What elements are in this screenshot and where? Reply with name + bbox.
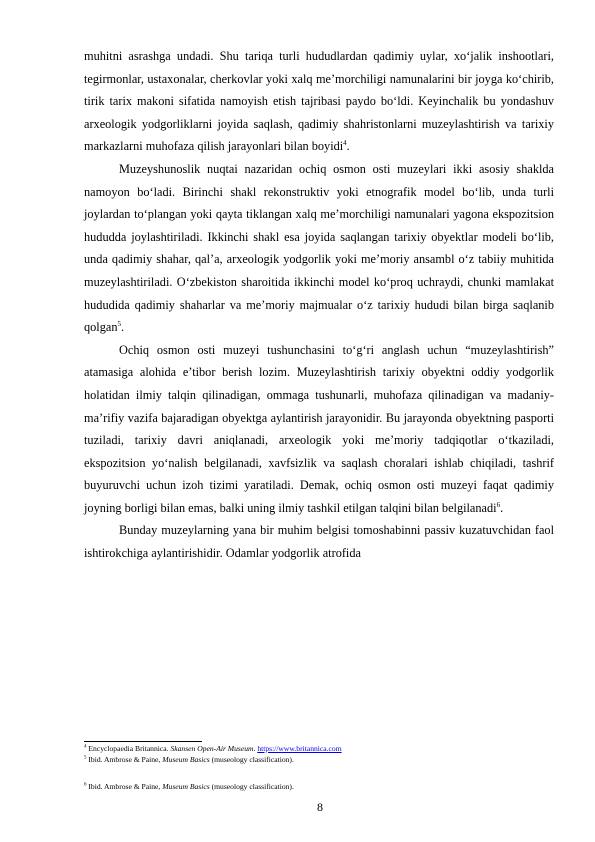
footnote-5 (84, 754, 554, 765)
paragraph-tail: . (120, 320, 125, 335)
page-number: 8 (317, 800, 323, 814)
paragraph-tail: . (346, 139, 350, 154)
paragraph-text: Bunday muzeylarning yana bir muhim belgisi tomoshabinni passiv kuzatuvchidan faol ishtirokchiga aylantirishidir. Odamlar yodgorlik atrofida (84, 523, 554, 561)
footnote-6 (84, 781, 554, 792)
footnote-ref-5[interactable]: 5 (117, 320, 121, 329)
footnotes (84, 743, 554, 792)
footnote-link[interactable]: https://www.britannica.com (257, 744, 342, 753)
footnote-title: Museum Basics (162, 782, 210, 791)
footnote-number: 6 (84, 782, 87, 788)
footnote-ref-4[interactable]: 4 (343, 139, 347, 148)
footnote-number: 5 (84, 755, 87, 761)
footnote-title: Skansen Open-Air Museum (170, 744, 254, 753)
footnote-prefix: Encyclopaedia Britannica. (88, 744, 171, 753)
paragraph-2 (84, 158, 554, 339)
footnote-prefix: Ibid. Ambrose & Paine, (88, 755, 163, 764)
paragraph-1 (84, 45, 554, 158)
paragraph-tail: . (500, 500, 504, 515)
paragraph-text: muhitni asrashga undadi. Shu tariqa turli hududlardan qadimiy uylar, xo‘jalik inshootlari, tegirmonlar, ustaxonalar, cherkovlar yoki xalq me’morchiligi namunalarini bir joyga ko‘chirib, tirik tarix makoni sifatida namoyish etish tajribasi paydo bo‘ldi. Keyinchalik bu yondashuv arxeologik yodgorliklarni joyida saqlash, qadimiy shahristonlarni muzeylashtirish va tarixiy markazlarni muhofaza qilish jarayonlari bilan boyidi (84, 49, 554, 154)
paragraph-text: Ochiq osmon osti muzeyi tushunchasini to‘g‘ri anglash uchun “muzeylashtirish” atamasiga alohida e’tibor berish lozim. Muzeylashtirish tarixiy obyektni oddiy yodgorlik holatidan ilmiy talqin qilinadigan, ommaga tushunarli, muhofaza qilinadigan va madaniy-ma’rifiy vazifa bajaradigan obyektga aylantirish jarayonidir. Bu jarayonda obyektning pasporti tuziladi, tarixiy davri aniqlanadi, arxeologik yoki me’moriy tadqiqotlar o‘tkaziladi, ekspozitsion yo‘nalish belgilanadi, xavfsizlik va saqlash choralari ishlab chiqiladi, tashrif buyuruvchi uchun izoh tizimi yaratiladi. Demak, ochiq osmon osti muzeyi faqat qadimiy joyning borligi bilan emas, balki uning ilmiy tashkil etilgan talqini bilan belgilanadi (84, 342, 554, 515)
footnote-divider (84, 741, 202, 742)
footnote-mid: . (253, 744, 258, 753)
footnote-mid: (museology classification). (209, 782, 294, 791)
footnote-title: Museum Basics (162, 755, 210, 764)
footnote-mid: (museology classification). (209, 755, 294, 764)
body-text (84, 45, 554, 565)
paragraph-4 (84, 519, 554, 564)
paragraph-3 (84, 339, 554, 520)
footnote-4 (84, 743, 554, 754)
paragraph-text: Muzeyshunoslik nuqtai nazaridan ochiq osmon osti muzeylari ikki asosiy shaklda namoyon bo‘ladi. Birinchi shakl rekonstruktiv yoki etnografik model bo‘lib, unda turli joylardan to‘plangan yoki qayta tiklangan xalq me’morchiligi namunalari yagona ekspozitsion hududda joylashtiriladi. Ikkinchi shakl esa joyida saqlangan tarixiy obyektlar modeli bo‘lib, unda qadimiy shahar, qal’a, arxeologik yodgorlik yoki me’moriy ansambl o‘z tabiiy muhitida muzeylashtiriladi. O‘zbekiston sharoitida ikkinchi model ko‘proq uchraydi, chunki mamlakat hududida qadimiy shaharlar va me’moriy majmualar o‘z tarixiy hududi bilan birga saqlanib qolgan (84, 161, 554, 335)
footnote-ref-6[interactable]: 6 (496, 500, 501, 509)
footnote-number: 4 (84, 744, 87, 750)
footnote-prefix: Ibid. Ambrose & Paine, (88, 782, 163, 791)
